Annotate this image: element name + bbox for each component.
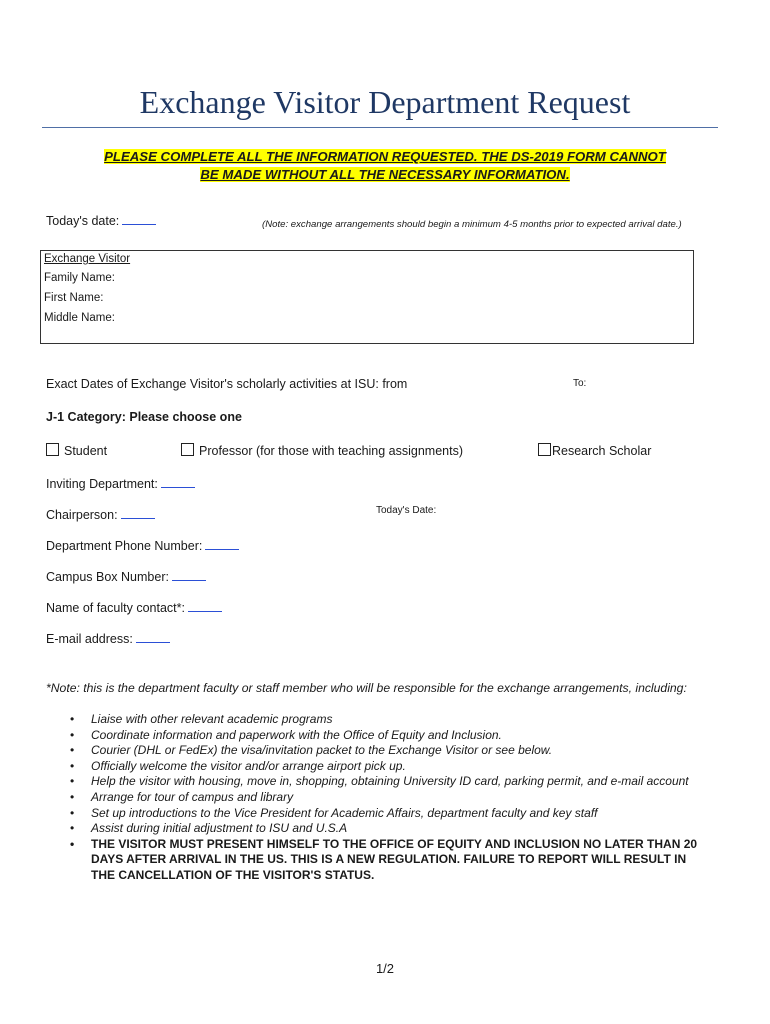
bullet-icon: •: [70, 727, 75, 742]
inviting-department-input[interactable]: [161, 477, 195, 488]
warning-line-2: BE MADE WITHOUT ALL THE NECESSARY INFORMATION.: [200, 167, 570, 182]
warning-notice: [54, 148, 716, 184]
family-name-field[interactable]: Family Name:: [44, 272, 115, 284]
category-student-option[interactable]: [46, 443, 107, 458]
page-title: Exchange Visitor Department Request: [139, 84, 631, 120]
department-phone-input[interactable]: [205, 539, 239, 550]
professor-checkbox[interactable]: [181, 443, 194, 456]
todays-date-field[interactable]: [46, 214, 156, 228]
chairperson-input[interactable]: [121, 508, 155, 519]
bullet-icon: •: [70, 805, 75, 820]
email-field[interactable]: [46, 632, 170, 646]
list-item: • Liaise with other relevant academic programs: [70, 712, 333, 726]
todays-date-label: Today's date:: [46, 214, 120, 228]
bullet-icon: •: [70, 758, 75, 773]
faculty-contact-label: Name of faculty contact*:: [46, 601, 185, 615]
faculty-contact-input[interactable]: [188, 601, 222, 612]
dates-to-field[interactable]: To:: [573, 378, 587, 389]
list-item: • Assist during initial adjustment to ISU and U.S.A: [70, 821, 348, 836]
bullet-icon: •: [70, 821, 75, 836]
category-professor-option[interactable]: [181, 443, 463, 458]
list-item: • Help the visitor with housing, move in, shopping, obtaining University ID card, parking permit, and e-mail account: [70, 774, 689, 789]
campus-box-input[interactable]: [172, 570, 206, 581]
chairperson-field[interactable]: [46, 508, 155, 522]
list-item: • Set up introductions to the Vice President for Academic Affairs, department faculty and key staff: [70, 805, 598, 820]
inviting-department-label: Inviting Department:: [46, 477, 158, 491]
chairperson-label: Chairperson:: [46, 508, 118, 522]
bullet-icon: •: [70, 712, 75, 726]
j1-category-heading: J-1 Category: Please choose one: [46, 410, 242, 424]
student-label: Student: [64, 444, 108, 458]
inviting-department-field[interactable]: [46, 477, 195, 491]
page-number: 1/2: [375, 961, 395, 976]
exchange-visitor-heading: Exchange Visitor: [44, 253, 131, 265]
email-input[interactable]: [136, 632, 170, 643]
exchange-visitor-box: [40, 250, 694, 344]
bullet-icon: •: [70, 836, 75, 851]
first-name-field[interactable]: First Name:: [44, 292, 104, 304]
regulation-notice: • THE VISITOR MUST PRESENT HIMSELF TO THE OFFICE OF EQUITY AND INCLUSION NO LATER THAN 20 DAYS AFTER ARRIVAL IN THE US. THIS IS A NEW REGULATION. FAILURE TO REPORT WILL RESULT IN THE CANCELLATION OF THE VISITOR'S STATUS.: [70, 836, 698, 882]
middle-name-field[interactable]: Middle Name:: [44, 312, 115, 324]
dates-from-field[interactable]: Exact Dates of Exchange Visitor's scholarly activities at ISU: from: [46, 377, 408, 391]
department-phone-field[interactable]: [46, 539, 239, 553]
campus-box-label: Campus Box Number:: [46, 570, 169, 584]
todays-date-input[interactable]: [122, 214, 156, 225]
list-item: • Officially welcome the visitor and/or arrange airport pick up.: [70, 758, 406, 773]
professor-label: Professor (for those with teaching assignments): [199, 444, 464, 458]
bullet-icon: •: [70, 743, 75, 758]
title-rule: [42, 127, 718, 128]
arrangement-note: (Note: exchange arrangements should begin a minimum 4-5 months prior to expected arrival date.): [262, 219, 682, 230]
department-phone-label: Department Phone Number:: [46, 539, 203, 553]
campus-box-field[interactable]: [46, 570, 206, 584]
category-research-option[interactable]: [538, 443, 651, 458]
research-checkbox[interactable]: [538, 443, 551, 456]
chair-date-field[interactable]: Today's Date:: [376, 505, 437, 516]
research-label: Research Scholar: [552, 444, 652, 458]
responsibility-list: [70, 712, 710, 884]
warning-line-1: PLEASE COMPLETE ALL THE INFORMATION REQUESTED. THE DS-2019 FORM CANNOT: [104, 149, 666, 164]
list-item: • Coordinate information and paperwork with the Office of Equity and Inclusion.: [70, 727, 502, 742]
faculty-note: *Note: this is the department faculty or staff member who will be responsible for the exchange arrangements, including:: [46, 681, 687, 695]
student-checkbox[interactable]: [46, 443, 59, 456]
bullet-icon: •: [70, 789, 75, 804]
list-item: • Courier (DHL or FedEx) the visa/invitation packet to the Exchange Visitor or see below.: [70, 743, 553, 758]
email-label: E-mail address:: [46, 632, 133, 646]
faculty-contact-field[interactable]: [46, 601, 222, 615]
list-item: • Arrange for tour of campus and library: [70, 789, 294, 804]
bullet-icon: •: [70, 774, 75, 789]
